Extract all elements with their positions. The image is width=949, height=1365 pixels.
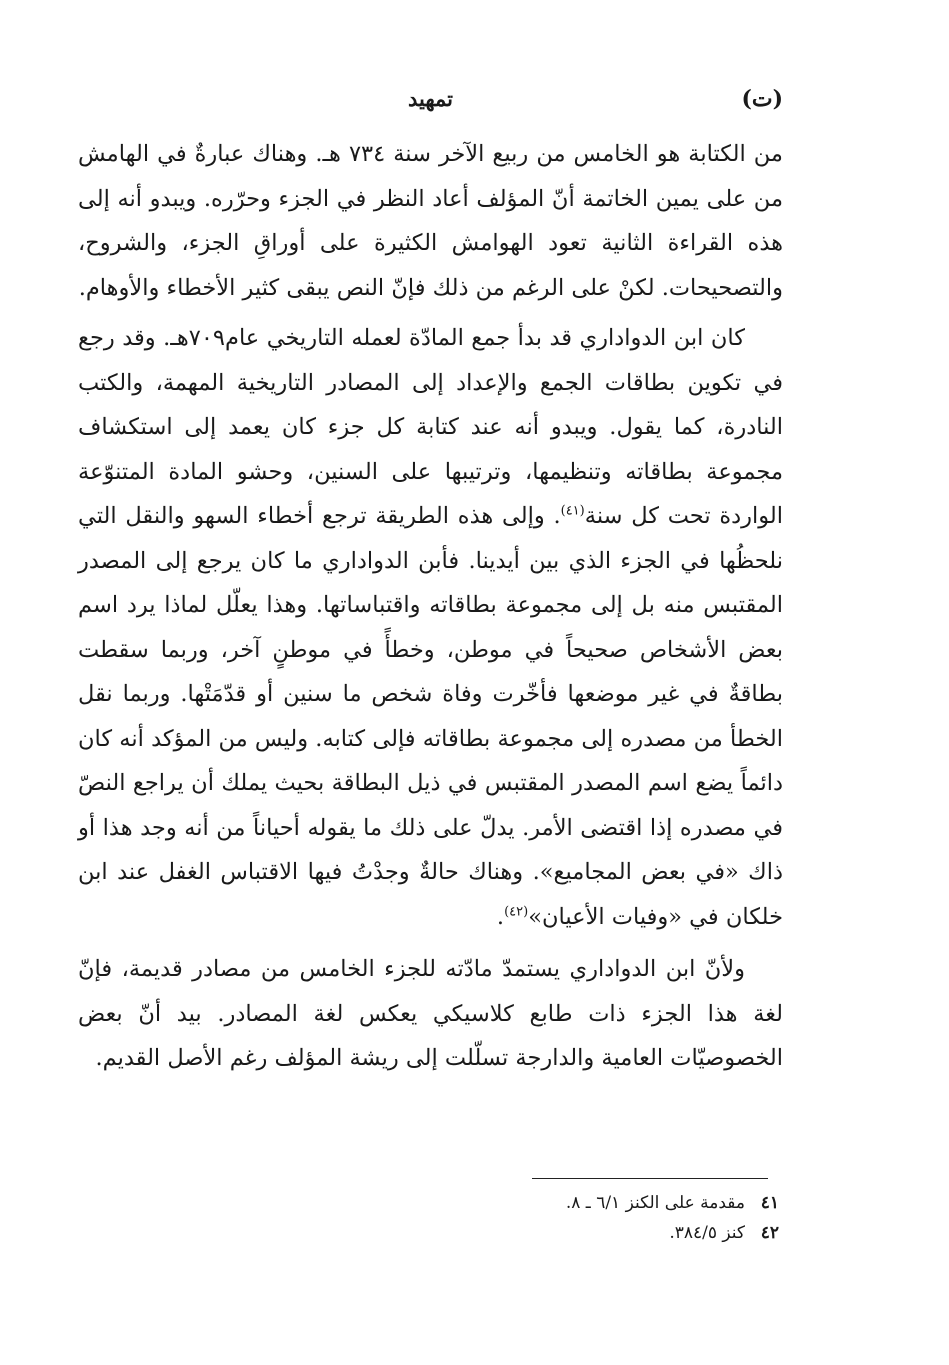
page-number-label: (ت) bbox=[741, 86, 783, 112]
footnotes bbox=[359, 1188, 779, 1248]
paragraph-3: ولأنّ ابن الدواداري يستمدّ مادّته للجزء الخامس من مصادر قديمة، فإنّ لغة هذا الجزء ذات طابع كلاسيكي يعكس لغة المصادر. بيد أنّ بعض الخصوصيّات العامية والدارجة تسلّلت إلى ريشة المؤلف رغم الأصل القديم. bbox=[78, 956, 783, 1071]
footnote-text: كنز ٣٨٤/٥. bbox=[669, 1223, 745, 1243]
page-header bbox=[78, 86, 783, 118]
footnote-separator bbox=[532, 1178, 768, 1179]
footnote-42 bbox=[359, 1218, 779, 1248]
footnote-number: ٤٢ bbox=[760, 1223, 779, 1243]
footnote-ref-42: (٤٢) bbox=[504, 904, 529, 919]
paragraph-1: من الكتابة هو الخامس من ربيع الآخر سنة ٧٣٤ هـ. وهناك عبارةٌ في الهامش من على يمين الخاتمة أنّ المؤلف أعاد النظر في الجزء وحرّره. ويبدو أنه إلى هذه القراءة الثانية تعود الهوامش الكثيرة على أوراقِ الجزء، والشروح، والتصحيحات. لكنْ على الرغم من ذلك فإنّ النص يبقى كثير الأخطاء والأوهام. bbox=[78, 141, 783, 301]
footnote-number: ٤١ bbox=[760, 1193, 779, 1213]
footnote-text: مقدمة على الكنز ٦/١ ـ ٨. bbox=[565, 1193, 745, 1213]
footnote-41 bbox=[359, 1188, 779, 1218]
paragraph-2-part-3: . bbox=[496, 903, 505, 930]
paragraph-2 bbox=[78, 316, 783, 939]
paragraph-2-part-2: . وإلى هذه الطريقة ترجع أخطاء السهو والنقل التي نلحظُها في الجزء الذي بين أيدينا. فأبن الدواداري ما كان يرجع إلى المصدر المقتبس منه بل إلى مجموعة بطاقاته واقتباساتها. وهذا يعلّل لماذا يرد اسم بعض الأشخاص صحيحاً في موطن، وخطأً في موطنٍ آخر، وربما سقطت بطاقةٌ في غير موضعها فأخّرت وفاة شخص ما سنين أو قدّمَتْها. وربما نقل الخطأ من مصدره إلى مجموعة بطاقاته فإلى كتابه. وليس من المؤكد أنه كان دائماً يضع اسم المصدر المقتبس في ذيل البطاقة بحيث يملك أن يراجع النصّ في مصدره إذا اقتضى الأمر. يدلّ على ذلك ما يقوله أحياناً من أنه وجد هذا أو ذاك «في بعض المجاميع». وهناك حالةٌ وجدْتُ فيها الاقتباس الغفل عند ابن خلكان في «وفيات الأعيان» bbox=[78, 503, 783, 930]
running-title: تمهيد bbox=[407, 86, 454, 111]
paragraph-2-part-1: كان ابن الدواداري قد بدأ جمع المادّة لعمله التاريخي عام٧٠٩هـ. وقد رجع في تكوين بطاقات الجمع والإعداد إلى المصادر التاريخية المهمة، والكتب النادرة، كما يقول. ويبدو أنه عند كتابة كل جزء كان يعمد إلى استكشاف مجموعة بطاقاته وتنظيمها، وترتيبها على السنين، وحشو المادة المتنوّعة الواردة تحت كل سنة bbox=[78, 325, 783, 529]
footnote-ref-41: (٤١) bbox=[560, 503, 585, 519]
body-text bbox=[78, 132, 783, 1081]
